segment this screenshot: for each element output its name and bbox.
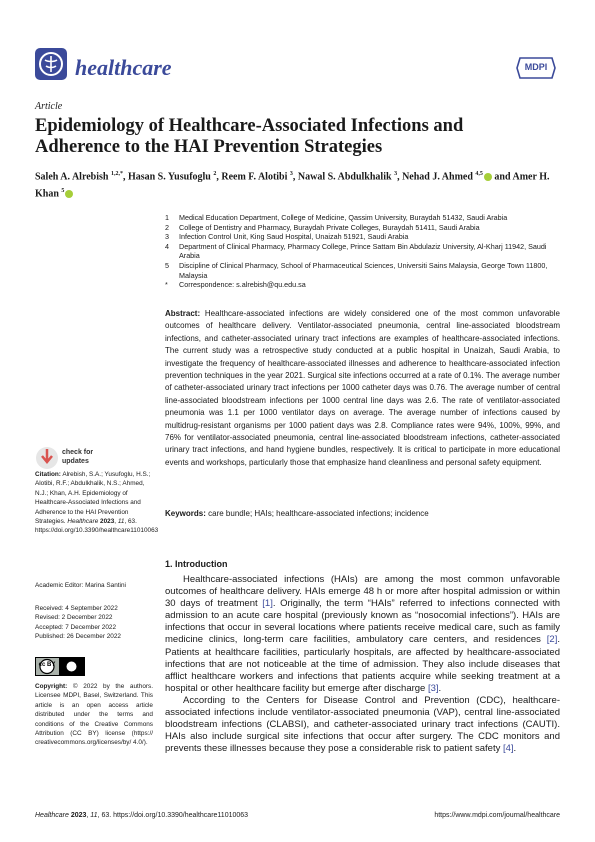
affiliation-number: 3 xyxy=(165,232,169,242)
keywords xyxy=(165,508,560,520)
orcid-icon[interactable] xyxy=(484,173,492,181)
author-separator: and xyxy=(491,171,513,183)
citation-label: Citation: xyxy=(35,471,61,478)
journal-name: healthcare xyxy=(75,55,172,80)
affiliation-number: 2 xyxy=(165,222,169,232)
affiliation-item xyxy=(165,223,560,233)
cc-badge-text: cc BY xyxy=(38,662,56,668)
affiliation-item xyxy=(165,280,560,290)
citation-volume: 11 xyxy=(117,518,125,526)
citation-year: 2023 xyxy=(100,518,115,526)
affiliation-text: College of Dentistry and Pharmacy, Buraydah Private Colleges, Buraydah 51411, Saudi Arabia xyxy=(179,222,480,232)
author-affiliation-marker: 5 xyxy=(61,188,65,195)
author-list xyxy=(35,167,555,202)
reference-link[interactable]: [1] xyxy=(262,598,273,610)
date-published: Published: 26 December 2022 xyxy=(35,633,121,641)
publisher-name: MDPI xyxy=(524,62,548,72)
author-separator: , xyxy=(292,171,298,183)
author-name: Reem F. Alotibi xyxy=(221,171,290,183)
citation-block: Citation: Alrebish, S.A.; Yusufoglu, H.S.; Alotibi, R.F.; Abdulkhalik, N.S.; Ahmed, N.J.; Khan, A.H. Epidemiology of Healthcare-Associated Infections and Adherence to the HAI Prevention Strategies. Healthcare 2023, 11, 63. https://doi.org/10.3390/healthcare11010063 xyxy=(35,471,159,535)
citation-doi[interactable]: , 63. https://doi.org/10.3390/healthcare11010063 xyxy=(35,518,159,535)
author-name: Amer H. Khan xyxy=(35,171,550,200)
citation-text: Alrebish, S.A.; Yusufoglu, H.S.; Alotibi, R.F.; Abdulkhalik, N.S.; Ahmed, N.J.; Khan, A.H. Epidemiology of Healthcare-Associated Infections and Adherence to the HAI Prevention Strategies. xyxy=(35,471,151,526)
article-type: Article xyxy=(35,101,63,112)
footer-journal-url[interactable]: https://www.mdpi.com/journal/healthcare xyxy=(434,812,560,819)
affiliation-number: 5 xyxy=(165,260,169,270)
section-title: 1. Introduction xyxy=(165,559,228,569)
section-body xyxy=(165,574,560,755)
check-for-updates-button[interactable] xyxy=(35,443,95,473)
reference-link[interactable]: [3] xyxy=(427,682,439,694)
paragraph: Healthcare-associated infections (HAIs) are among the most common unfavorable outcomes of healthcare delivery. HAIs emerge 48 h or more after hospital admission or within 30 days of treatment [1]. Originally, the term “HAIs” referred to infections connected with admission to an acute care hospital (previously known as “nosocomial infections”). HAIs are infections that occur in several locations where patients receive medical care, such as family medicine clinics, long-term care facilities, ambulatory care centers, and residences [2]. Patients at healthcare facilities, particularly hospitals, are affected by healthcare-associated infections that are not noticeable at the time of admission. They also include diseases that afflict healthcare workers and infections that patients acquire while seeking treatment at a hospital or other healthcare facility but emerge after discharge [3]. xyxy=(165,574,560,694)
author-affiliation-marker: 4,5 xyxy=(475,171,483,177)
check-updates-icon xyxy=(35,445,59,471)
copyright-label: Copyright: xyxy=(35,683,68,690)
affiliation-number: 4 xyxy=(165,241,169,251)
paragraph: According to the Centers for Disease Control and Prevention (CDC), healthcare-associated infections include ventilator-associated pneumonia (VAP), central line-associated bloodstream infections (CLABSI), and catheter-associated urinary tract infections (CAUTI). HAIs also include surgical site infections that occur after surgery. The CDC monitors and prevents these illnesses because they pose a considerable risk to patient safety [4]. xyxy=(165,694,560,755)
author-name: Hasan S. Yusufoglu xyxy=(127,171,214,183)
abstract-text: Healthcare-associated infections are widely considered one of the most common unfavorable outcomes of healthcare delivery. Ventilator-associated pneumonia, central line-associated bloodstream infections, and catheter-associated urinary tract infections are examples of healthcare-associated infections. The current study was a retrospective study conducted at a public hospital in Unaizah, Saudi Arabia, to investigate the frequency of healthcare-associated illnesses and adherence to healthcare-associated infection prevention techniques in the year 2021. Surgical site infections occurred at a rate of 0.1%. The average number of catheter-associated urinary tract infections per 1000 catheter days was 0.76. The average number of central line-associated bloodstream infections per 1000 central line days was 2.6. The rate of ventilator-associated pneumonia was 1.1 per 1000 ventilator days on average. The average number of infections caused by multidrug-resistant organisms per 1000 patient days was 2.8. Compliance rates were 94%, 100%, 99%, and 76% for ventilator-associated pneumonia, central line-associated bloodstream infections, catheter-associated urinary tract infections, and hand hygiene bundles, respectively. It is critical to participate in more educational events and workshops, particularly those that emphasize hand cleanliness and personal safety equipment. xyxy=(165,309,560,467)
date-received: Received: 4 September 2022 xyxy=(35,605,118,612)
orcid-icon[interactable] xyxy=(65,190,73,198)
keywords-label: Keywords: xyxy=(165,509,206,518)
author-name: Nawal S. Abdulkhalik xyxy=(297,171,395,183)
date-revised: Revised: 2 December 2022 xyxy=(35,614,113,622)
check-updates-line2: updates xyxy=(62,458,89,465)
affiliation-text: Infection Control Unit, King Saud Hospital, Unaizah 51921, Saudi Arabia xyxy=(179,232,409,242)
affiliation-text: Medical Education Department, College of Medicine, Qassim University, Buraydah 51432, Saudi Arabia xyxy=(179,213,508,222)
cc-by-badge[interactable] xyxy=(35,657,85,676)
academic-editor: Academic Editor: Marina Santini xyxy=(35,582,126,589)
affiliation-text: Department of Clinical Pharmacy, Pharmacy College, Prince Sattam Bin Abdulaziz University, Al-Kharj 11942, Saudi Arabia xyxy=(179,241,547,261)
reference-link[interactable]: [4] xyxy=(502,743,514,755)
author-name: Saleh A. Alrebish xyxy=(35,171,111,183)
affiliation-item xyxy=(165,232,560,242)
affiliation-item xyxy=(165,213,560,223)
copyright-text: © 2022 by the authors. Licensee MDPI, Basel, Switzerland. This article is an open access article distributed under the terms and conditions of the Creative Commons Attribution (CC BY) license (https:// creativecommons.org/licenses/by/ 4.0/). xyxy=(35,683,153,747)
author-separator: , xyxy=(216,171,222,183)
abstract xyxy=(165,308,560,469)
reference-link[interactable]: [2] xyxy=(546,634,558,646)
check-updates-line1: check for xyxy=(62,449,94,456)
author-affiliation-marker: 3 xyxy=(289,171,293,177)
dates-block xyxy=(35,604,153,642)
footer-citation: Healthcare 2023, 11, 63. https://doi.org/10.3390/healthcare11010063 xyxy=(35,812,249,819)
affiliation-item xyxy=(165,261,560,280)
abstract-label: Abstract: xyxy=(165,309,201,318)
affiliation-item xyxy=(165,242,560,261)
article-title: Epidemiology of Healthcare-Associated Infections and Adherence to the HAI Prevention Strategies xyxy=(35,116,464,157)
affiliation-text: Correspondence: s.alrebish@qu.edu.sa xyxy=(179,280,306,290)
date-accepted: Accepted: 7 December 2022 xyxy=(35,623,116,631)
affiliation-text: Discipline of Clinical Pharmacy, School of Pharmaceutical Sciences, Universiti Sains Malaysia, George Town 11800, Malaysia xyxy=(179,260,548,280)
author-affiliation-marker: 2 xyxy=(213,171,217,177)
keywords-text: care bundle; HAIs; healthcare-associated infections; incidence xyxy=(208,509,429,518)
page-footer xyxy=(35,812,560,819)
author-name: Nehad J. Ahmed xyxy=(402,171,476,183)
mdpi-logo xyxy=(516,57,556,79)
citation-journal: Healthcare xyxy=(67,518,99,526)
affiliation-list xyxy=(165,213,560,290)
copyright-block xyxy=(35,682,153,748)
author-separator: , xyxy=(122,171,128,183)
author-separator: , xyxy=(397,171,403,183)
author-affiliation-marker: 3 xyxy=(394,171,398,177)
journal-logo-icon xyxy=(35,48,67,80)
affiliation-number: 1 xyxy=(165,213,169,222)
author-affiliation-marker: 1,2,* xyxy=(110,171,123,177)
affiliation-number: * xyxy=(165,280,168,290)
